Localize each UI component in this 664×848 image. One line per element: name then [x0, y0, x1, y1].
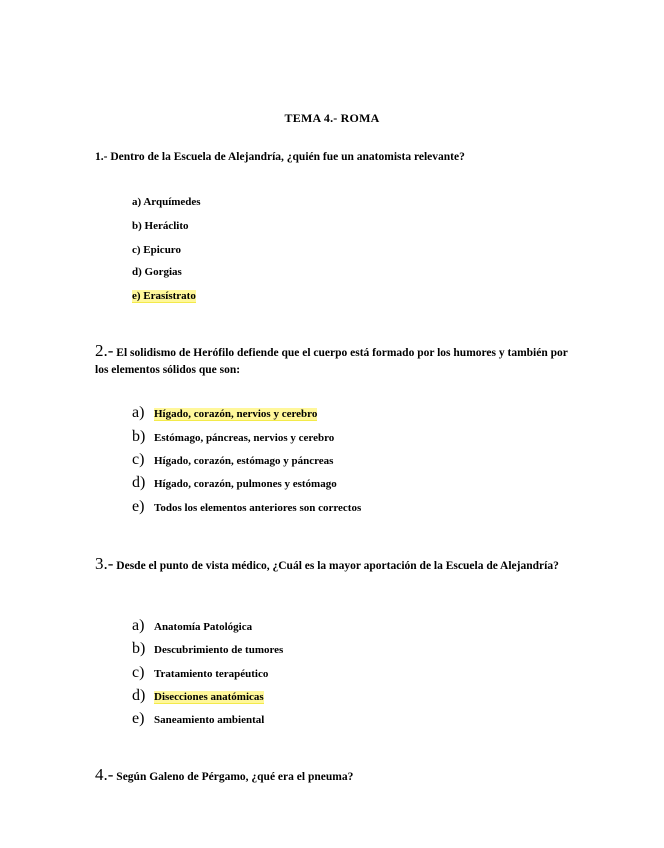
option-letter: b): [132, 428, 146, 445]
option-letter: c): [132, 244, 141, 256]
question-3-text: Desde el punto de vista médico, ¿Cuál es la mayor aportación de la Escuela de Alejandría?: [116, 560, 559, 572]
option-letter: e): [132, 498, 145, 515]
q1-option-c: [132, 244, 181, 256]
q3-option-e: [132, 710, 264, 728]
option-letter: d): [132, 687, 146, 704]
question-3: [95, 555, 575, 575]
option-letter: d): [132, 474, 146, 491]
highlighted-answer: Disecciones anatómicas: [154, 691, 264, 703]
option-letter: b): [132, 220, 142, 232]
option-text: Erasístrato: [143, 290, 196, 302]
option-letter: a): [132, 196, 142, 208]
q2-option-a: [132, 404, 317, 422]
question-4-text: Según Galeno de Pérgamo, ¿qué era el pneuma?: [116, 771, 354, 783]
question-1-text: Dentro de la Escuela de Alejandría, ¿quién fue un anatomista relevante?: [110, 151, 465, 163]
q3-option-c: [132, 664, 268, 682]
question-1-number: 1.-: [95, 151, 108, 163]
option-text: Arquímedes: [143, 196, 201, 208]
q3-option-a: [132, 617, 252, 635]
q1-option-d: [132, 266, 182, 278]
option-letter: e): [132, 710, 145, 727]
option-text: Anatomía Patológica: [154, 621, 253, 633]
document-title: TEMA 4.- ROMA: [284, 111, 380, 125]
q1-option-b: [132, 220, 189, 232]
option-letter: b): [132, 640, 146, 657]
option-text: Descubrimiento de tumores: [154, 644, 284, 656]
q3-option-b: [132, 640, 283, 658]
option-text: Hígado, corazón, pulmones y estómago: [154, 478, 337, 490]
q2-option-d: [132, 474, 337, 492]
question-1: [95, 149, 575, 166]
q2-option-e: [132, 498, 361, 516]
option-letter: a): [132, 617, 145, 634]
q1-option-a: [132, 196, 201, 208]
option-letter: d): [132, 266, 142, 278]
q2-option-b: [132, 428, 334, 446]
highlighted-answer: Hígado, corazón, nervios y cerebro: [154, 408, 318, 420]
q3-option-d: [132, 687, 264, 705]
option-text: Todos los elementos anteriores son correctos: [154, 502, 362, 514]
question-2-number: 2.-: [95, 341, 114, 360]
question-2-text: El solidismo de Herófilo defiende que el cuerpo está formado por los humores y también por los elementos sólidos que son:: [95, 347, 568, 376]
option-letter: c): [132, 451, 145, 468]
option-text: Estómago, páncreas, nervios y cerebro: [154, 432, 335, 444]
option-letter: e): [132, 290, 141, 302]
option-text: Hígado, corazón, estómago y páncreas: [154, 455, 334, 467]
option-letter: a): [132, 404, 145, 421]
option-text: Gorgias: [144, 266, 182, 278]
option-text: Epicuro: [143, 244, 181, 256]
question-2: [95, 342, 575, 379]
question-4: [95, 766, 575, 786]
q2-option-c: [132, 451, 333, 469]
option-text: Saneamiento ambiental: [154, 714, 265, 726]
highlighted-answer: [132, 290, 196, 302]
option-text: Heráclito: [144, 220, 189, 232]
option-letter: c): [132, 664, 145, 681]
question-4-number: 4.-: [95, 765, 114, 784]
q1-option-e: [132, 290, 196, 302]
option-text: Tratamiento terapéutico: [154, 668, 269, 680]
question-3-number: 3.-: [95, 554, 114, 573]
